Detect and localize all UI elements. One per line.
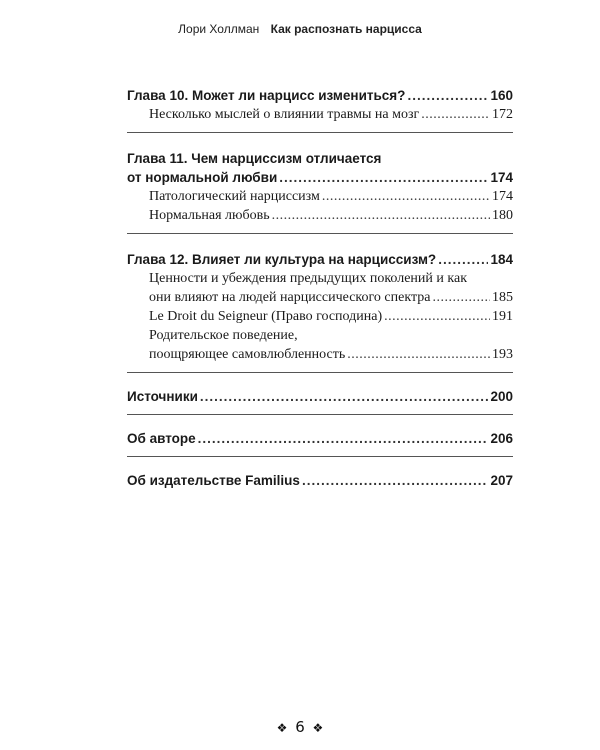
dot-leader	[347, 345, 490, 364]
toc-entry-title: Глава 12. Влияет ли культура на нарциссизм?	[127, 252, 437, 267]
dot-leader	[432, 288, 490, 307]
dot-leader	[421, 105, 490, 124]
dot-leader	[407, 86, 488, 105]
header-book-title: Как распознать нарцисса	[270, 22, 422, 36]
toc-page-number: 191	[492, 309, 513, 324]
section-divider	[127, 233, 513, 234]
toc-entry-about-publisher[interactable]	[127, 471, 513, 490]
toc-entry-title: Нормальная любовь	[149, 208, 270, 223]
dot-leader	[279, 168, 488, 187]
toc-page-number: 207	[490, 473, 513, 488]
toc-entry-ch12[interactable]	[127, 250, 513, 269]
toc-entry-title: Источники	[127, 389, 198, 404]
dot-leader	[322, 187, 490, 206]
toc-entry-title-line1: Глава 11. Чем нарциссизм отличается	[127, 151, 382, 166]
toc-entry-ch10[interactable]	[127, 86, 513, 105]
toc-entry-title-line2: они влияют на людей нарциссического спектра	[149, 290, 431, 305]
toc-subentry[interactable]	[127, 326, 513, 364]
toc-page-number: 180	[492, 208, 513, 223]
toc-entry-title: Об издательстве Familius	[127, 473, 300, 488]
toc-page-number: 160	[490, 88, 513, 103]
section-divider	[127, 414, 513, 415]
ornament-right-icon: ❖	[312, 721, 324, 735]
page-footer	[0, 718, 600, 736]
toc-group-sources	[127, 387, 513, 415]
toc-group-ch12	[127, 250, 513, 373]
toc-subentry[interactable]	[127, 269, 513, 307]
toc-entry-sources[interactable]	[127, 387, 513, 406]
running-header	[0, 22, 600, 36]
dot-leader	[200, 387, 489, 406]
toc-entry-title-line1: Ценности и убеждения предыдущих поколений и как	[149, 271, 467, 286]
toc-entry-about-author[interactable]	[127, 429, 513, 448]
toc-entry-title-line2: поощряющее самовлюбленность	[149, 347, 346, 362]
toc-page-number: 184	[490, 252, 513, 267]
toc-subentry[interactable]	[127, 206, 513, 225]
page-number: 6	[295, 718, 305, 736]
toc-page-number: 174	[490, 170, 513, 185]
header-author: Лори Холлман	[178, 22, 260, 36]
section-divider	[127, 132, 513, 133]
dot-leader	[438, 250, 488, 269]
toc-page-number: 174	[492, 189, 513, 204]
toc-page-number: 206	[490, 431, 513, 446]
toc-subentry[interactable]	[127, 187, 513, 206]
toc-group-about-author	[127, 429, 513, 457]
toc-entry-title: Глава 10. Может ли нарцисс измениться?	[127, 88, 406, 103]
dot-leader	[272, 206, 490, 225]
toc-group-about-publisher	[127, 471, 513, 490]
dot-leader	[302, 471, 489, 490]
toc-group-ch10	[127, 86, 513, 133]
toc-subentry[interactable]	[127, 307, 513, 326]
section-divider	[127, 456, 513, 457]
dot-leader	[198, 429, 489, 448]
toc-entry-title: Патологический нарциссизм	[149, 189, 320, 204]
toc-group-ch11	[127, 149, 513, 234]
toc-page-number: 185	[492, 290, 513, 305]
toc-entry-title: Об авторе	[127, 431, 196, 446]
table-of-contents	[127, 86, 513, 490]
toc-entry-title-line2: от нормальной любви	[127, 170, 278, 185]
toc-entry-ch11[interactable]	[127, 149, 513, 187]
toc-entry-title: Несколько мыслей о влиянии травмы на мозг	[149, 107, 420, 122]
toc-subentry[interactable]	[127, 105, 513, 124]
toc-entry-title: Le Droit du Seigneur (Право господина)	[149, 309, 383, 324]
dot-leader	[384, 307, 490, 326]
section-divider	[127, 372, 513, 373]
ornament-left-icon: ❖	[276, 721, 288, 735]
toc-page-number: 200	[490, 389, 513, 404]
toc-page-number: 193	[492, 347, 513, 362]
toc-page-number: 172	[492, 107, 513, 122]
toc-entry-title-line1: Родительское поведение,	[149, 328, 298, 343]
